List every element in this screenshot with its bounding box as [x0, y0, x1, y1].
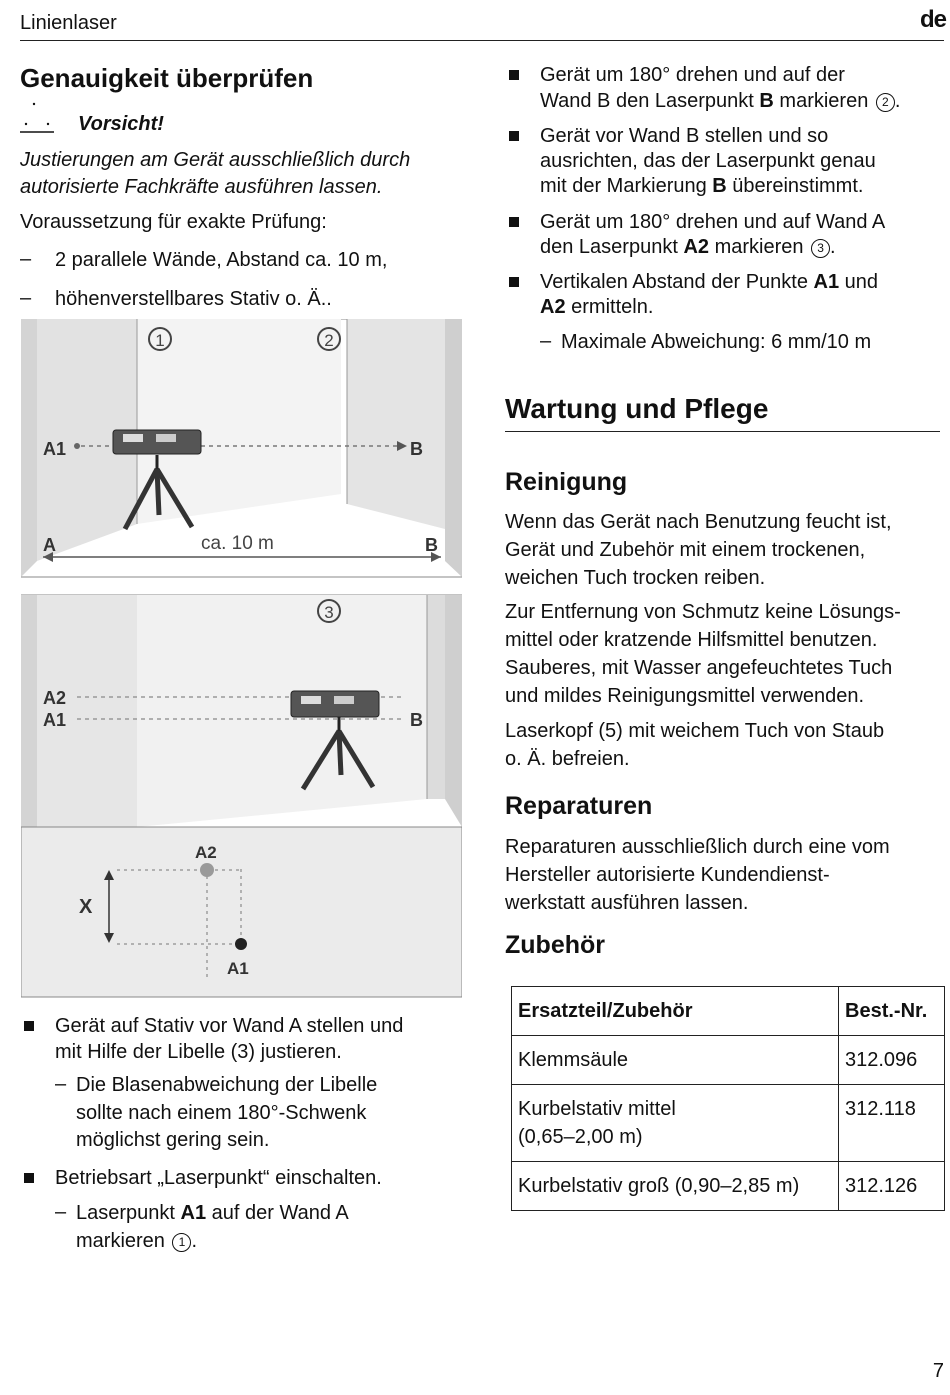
caution-text-line2: autorisierte Fachkräfte ausführen lassen.: [20, 176, 383, 198]
right-bullet-2-line2: ausrichten, das der Laserpunkt genau: [540, 150, 876, 172]
step-1-sub-line1: Die Blasenabweichung der Libelle: [76, 1074, 378, 1096]
section-heading-maintenance: Wartung und Pflege: [505, 393, 769, 424]
bullet-square: [24, 1173, 34, 1183]
step-2-line: Betriebsart „Laserpunkt“ einschalten.: [55, 1167, 382, 1189]
label-a1: A1: [43, 439, 67, 459]
header-rule: [20, 40, 944, 41]
right-bullet-4-line2: A2 ermitteln.: [540, 296, 654, 318]
dash-marker: –: [20, 248, 32, 270]
table-row: [512, 1085, 945, 1162]
right-bullet-3-line2: den Laserpunkt A2 markieren 3 .: [540, 236, 836, 258]
subheading-accessories: Zubehör: [505, 931, 605, 959]
bullet-square: [509, 217, 519, 227]
prerequisite-text: Voraussetzung für exakte Prüfung:: [20, 211, 327, 233]
distance-label: ca. 10 m: [201, 533, 274, 554]
bullet-square: [509, 131, 519, 141]
right-bullet-1-line2: Wand B den Laserpunkt B markieren 2 .: [540, 90, 901, 112]
table-cell: 312.096: [839, 1036, 945, 1085]
table-cell: 312.118: [839, 1085, 945, 1162]
right-bullet-1-line1: Gerät um 180° drehen und auf der: [540, 64, 845, 86]
figure-label-step2: 2: [324, 331, 334, 350]
step-1-line2: mit Hilfe der Libelle (3) justieren.: [55, 1041, 342, 1063]
dash-marker: –: [55, 1201, 67, 1223]
language-tag: de: [919, 6, 946, 33]
table-cell: Kurbelstativ mittel (0,65–2,00 m): [512, 1085, 839, 1162]
page-number: 7: [932, 1360, 944, 1382]
cleaning-paragraph-3: Laserkopf (5) mit weichem Tuch von Staub o. Ä. befreien.: [505, 720, 885, 770]
table-header-row: [512, 987, 945, 1036]
table-cell: Klemmsäule: [512, 1036, 839, 1085]
label-b-panel2: B: [410, 710, 423, 730]
cleaning-paragraph-2: Zur Entfernung von Schmutz keine Lösungs- mittel oder kratzende Hilfsmittel benutzen. Sauberes, mit Wasser angefeuchtetes Tuch und mildes Reinigungsmittel verwenden.: [505, 601, 901, 707]
prerequisite-item: höhenverstellbares Stativ o. Ä..: [55, 288, 332, 310]
prerequisite-item: 2 parallele Wände, Abstand ca. 10 m,: [55, 249, 388, 271]
label-a2: A2: [43, 688, 67, 708]
label-b: B: [410, 439, 423, 459]
subheading-cleaning: Reinigung: [505, 468, 628, 496]
step-2-sub-line2: markieren 1 .: [76, 1230, 198, 1252]
table-header-cell: Ersatzteil/Zubehör: [512, 987, 839, 1036]
cleaning-paragraph-1: Wenn das Gerät nach Benutzung feucht ist, Gerät und Zubehör mit einem trockenen, weichen Tuch trocken reiben.: [505, 511, 892, 589]
step-1-sub-line2: sollte nach einem 180°-Schwenk: [76, 1102, 367, 1124]
figure-label-step1: 1: [155, 331, 165, 350]
label-a: A: [43, 535, 56, 555]
right-bullet-2-line3: mit der Markierung B übereinstimmt.: [540, 175, 864, 197]
label-a2-detail: A2: [195, 843, 217, 862]
table-row: [512, 1036, 945, 1085]
circled-number: 1: [172, 1233, 191, 1252]
right-bullet-4-line1: Vertikalen Abstand der Punkte A1 und: [540, 271, 879, 293]
table-cell: 312.126: [839, 1162, 945, 1211]
label-a1-panel2: A1: [43, 710, 67, 730]
accuracy-check-figure: [21, 319, 462, 998]
header-title: Linienlaser: [20, 12, 117, 34]
step-2-sub-line1: Laserpunkt A1 auf der Wand A: [76, 1202, 349, 1224]
accessories-table: [511, 986, 945, 1211]
label-b-bottom: B: [425, 535, 438, 555]
circled-number: 2: [876, 93, 895, 112]
bullet-square: [509, 70, 519, 80]
right-bullet-2-line1: Gerät vor Wand B stellen und so: [540, 125, 829, 147]
dash-marker: –: [20, 287, 32, 309]
right-bullet-3-line1: Gerät um 180° drehen und auf Wand A: [540, 211, 886, 233]
figure-label-step3: 3: [324, 603, 334, 622]
caution-text-line1: Justierungen am Gerät ausschließlich durch: [20, 149, 411, 171]
table-header-cell: Best.-Nr.: [839, 987, 945, 1036]
warning-icon: [20, 98, 56, 138]
circled-number: 3: [811, 239, 830, 258]
dash-marker: –: [540, 330, 552, 352]
step-1-sub-line3: möglichst gering sein.: [76, 1129, 270, 1151]
label-x: X: [79, 896, 93, 918]
dash-marker: –: [55, 1073, 67, 1095]
bullet-square: [509, 277, 519, 287]
table-row: [512, 1162, 945, 1211]
right-bullet-4-sub: Maximale Abweichung: 6 mm/10 m: [561, 331, 872, 353]
caution-label: Vorsicht!: [78, 113, 164, 135]
section-rule: [505, 431, 940, 432]
table-cell: Kurbelstativ groß (0,90–2,85 m): [512, 1162, 839, 1211]
step-1-line1: Gerät auf Stativ vor Wand A stellen und: [55, 1015, 404, 1037]
subheading-repairs: Reparaturen: [505, 792, 653, 820]
bullet-square: [24, 1021, 34, 1031]
label-a1-detail: A1: [227, 959, 249, 978]
section-heading-accuracy: Genauigkeit überprüfen: [20, 63, 314, 93]
repairs-paragraph: Reparaturen ausschließlich durch eine vom Hersteller autorisierte Kundendienst- werkstatt ausführen lassen.: [505, 836, 890, 914]
